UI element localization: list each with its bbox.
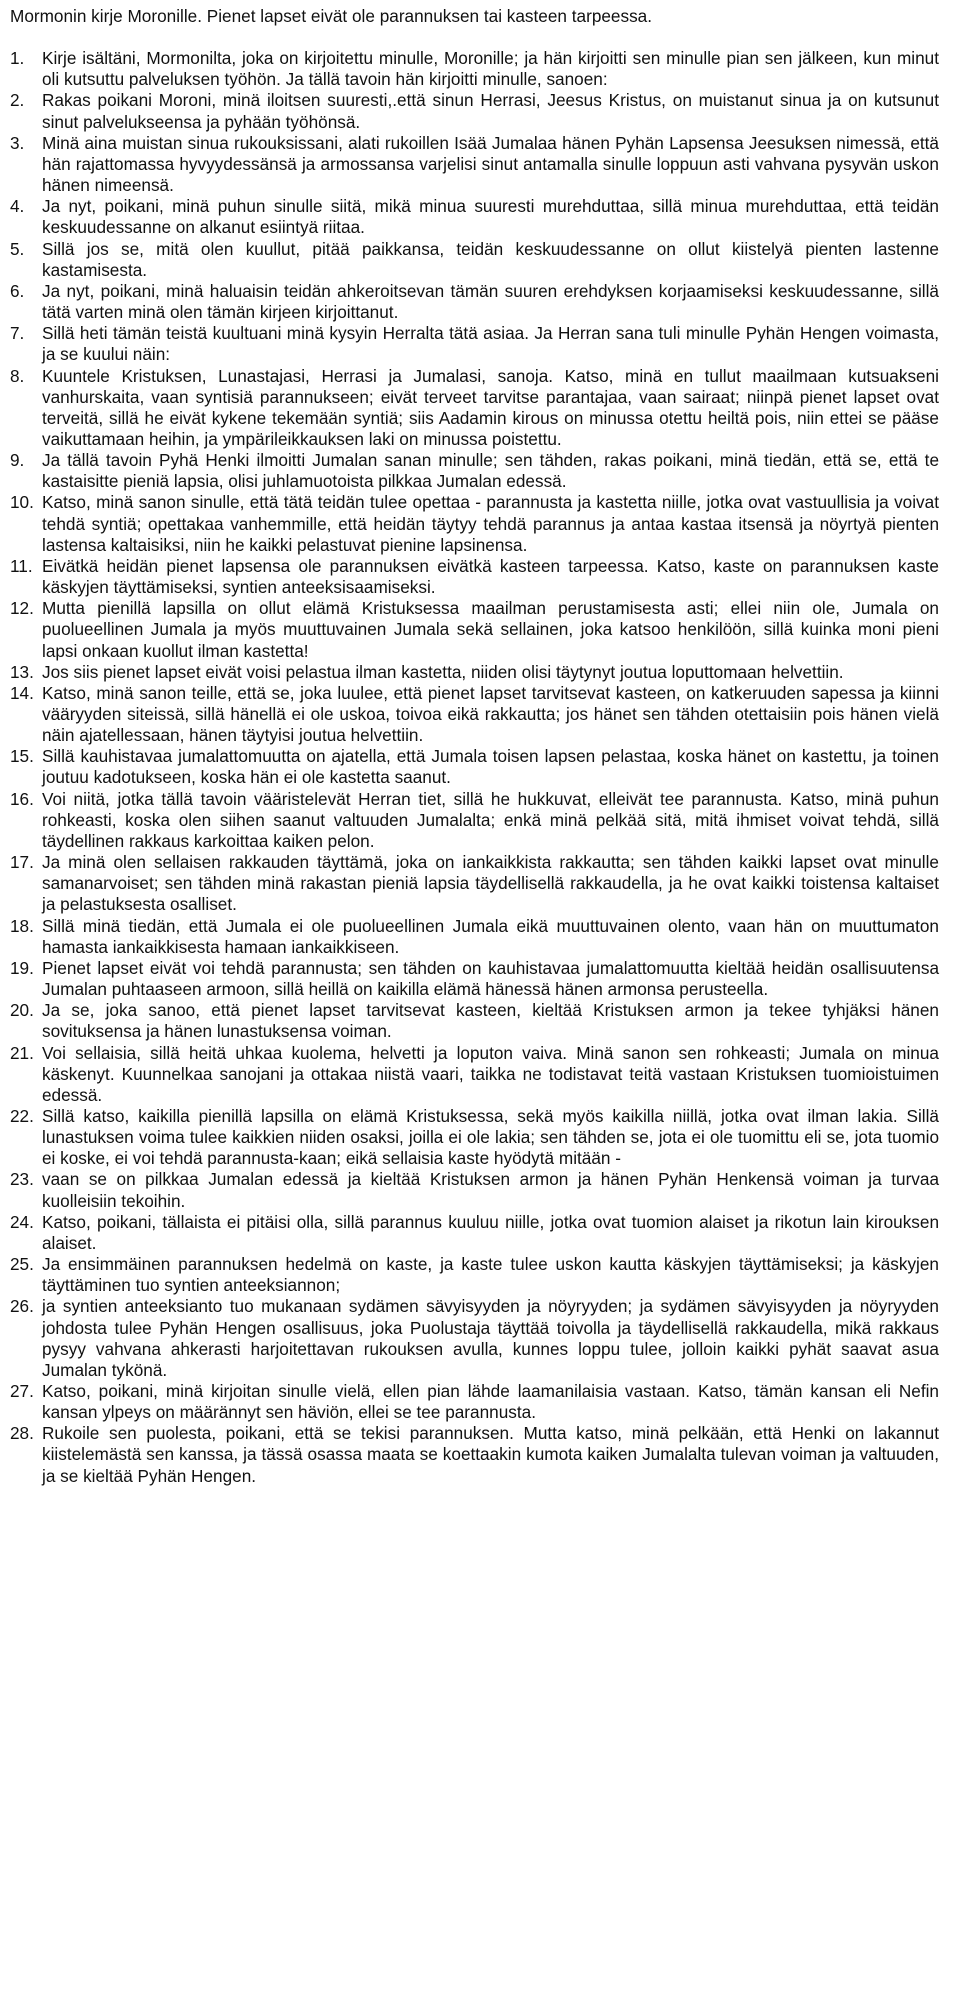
verse-number: 8. bbox=[10, 365, 25, 386]
verse-item bbox=[0, 1106, 960, 1169]
verse-text: Sillä katso, kaikilla pienillä lapsilla on elämä Kristuksessa, sekä myös kaikilla niillä, jotka ovat ilman lakia. Sillä lunastuksen voima tulee kaikkien niiden osaksi, joilla ei ole lakia; sen tähden se, jota ei ole tuomittu eli se, jota tuomio ei koske, ei voi tehdä parannusta-kaan; eikä sellaisia kaste hyödytä mitään - bbox=[42, 1105, 939, 1169]
verse-item bbox=[0, 492, 960, 555]
verse-text: Sillä jos se, mitä olen kuullut, pitää paikkansa, teidän keskuudessanne on ollut kiistelyä pienten lastenne kastamisesta. bbox=[42, 238, 939, 280]
verse-number: 9. bbox=[10, 450, 25, 471]
verse-item bbox=[0, 683, 960, 746]
verse-number: 17. bbox=[10, 852, 34, 873]
verse-number: 11. bbox=[10, 555, 33, 576]
verse-text: ja syntien anteeksianto tuo mukanaan sydämen sävyisyyden ja nöyryyden; ja sydämen sävyisyyden ja nöyryyden johdosta tulee Pyhän Hengen osallisuus, joka Puolustaja täyttää toivolla ja täydellisellä rakkaudella, mikä rakkaus pysyy vahvana ahkerasti harjoitettavan rukouksen avulla, kunnes loppu tulee, jolloin kaikki pyhät saavat asua Jumalan tykönä. bbox=[42, 1296, 939, 1380]
verse-number: 3. bbox=[10, 132, 25, 153]
verse-item bbox=[0, 1169, 960, 1211]
verse-text: Sillä minä tiedän, että Jumala ei ole puolueellinen Jumala eikä muuttuvainen olento, vaan hän on muuttumaton hamasta iankaikkisesta hamaan iankaikkiseen. bbox=[42, 915, 939, 957]
verse-item bbox=[0, 746, 960, 788]
verse-text: Eivätkä heidän pienet lapsensa ole parannuksen eivätkä kasteen tarpeessa. Katso, kaste on parannuksen kaste käskyjen täyttämiseksi, syntien anteeksisaamiseksi. bbox=[42, 555, 939, 598]
verse-item bbox=[0, 916, 960, 958]
verse-text: Rakas poikani Moroni, minä iloitsen suuresti,.että sinun Herrasi, Jeesus Kristus, on muistanut sinua ja on kutsunut sinut palvelukseensa ja pyhään työhönsä. bbox=[42, 90, 939, 132]
verse-text: Kuuntele Kristuksen, Lunastajasi, Herrasi ja Jumalasi, sanoja. Katso, minä en tullut maailmaan kutsuakseni vanhurskaita, vaan syntisiä parannukseen; eivät terveet tarvitse parantajaa, vaan sairaat; niinpä pienet lapset ovat terveitä, sillä he eivät kykene tekemään syntiä; siis Aadamin kirous on minussa otettu heiltä pois, niin ettei se pääse vaikuttamaan heihin, ja ympärileikkauksen laki on minussa poistettu. bbox=[42, 365, 939, 449]
verse-item bbox=[0, 1423, 960, 1486]
verse-text: Ja minä olen sellaisen rakkauden täyttämä, joka on iankaikkista rakkautta; sen tähden kaikki lapset ovat minulle samanarvoiset; sen tähden minä rakastan pieniä lapsia täydellisellä rakkaudella, ja he ovat kaikki toistensa kaltaiset ja pelastuksesta osalliset. bbox=[42, 852, 939, 915]
verse-number: 23. bbox=[10, 1169, 34, 1190]
verse-number: 21. bbox=[10, 1042, 34, 1063]
verse-text: Ja se, joka sanoo, että pienet lapset tarvitsevat kasteen, kieltää Kristuksen armon ja tekee tyhjäksi hänen sovituksensa ja hänen lunastuksensa voiman. bbox=[42, 1000, 939, 1042]
verse-number: 22. bbox=[10, 1105, 34, 1126]
verse-number: 19. bbox=[10, 957, 34, 978]
document-title: Mormonin kirje Moronille. Pienet lapset eivät ole parannuksen tai kasteen tarpeessa. bbox=[10, 6, 653, 26]
verse-number: 28. bbox=[10, 1423, 34, 1444]
verse-number: 2. bbox=[10, 90, 25, 111]
verse-item bbox=[0, 90, 960, 132]
verse-number: 26. bbox=[10, 1296, 34, 1317]
verse-text: Jos siis pienet lapset eivät voisi pelastua ilman kastetta, niiden olisi täytynyt joutua loputtomaan helvettiin. bbox=[42, 661, 844, 682]
verse-item bbox=[0, 1043, 960, 1106]
verse-item bbox=[0, 1296, 960, 1381]
verse-number: 12. bbox=[10, 598, 34, 619]
verse-number: 16. bbox=[10, 788, 34, 809]
verse-text: Katso, poikani, minä kirjoitan sinulle vielä, ellen pian lähde laamanilaisia vastaan. Katso, tämän kansan eli Nefin kansan ylpeys on määrännyt sen häviön, ellei se tee parannusta. bbox=[42, 1381, 939, 1423]
verse-item bbox=[0, 1381, 960, 1423]
verse-item bbox=[0, 196, 960, 238]
verse-text: Katso, poikani, tällaista ei pitäisi olla, sillä parannus kuuluu niille, jotka ovat tuomion alaiset ja rikotun lain kirouksen alaiset. bbox=[42, 1211, 939, 1253]
verse-text: Voi niitä, jotka tällä tavoin vääristelevät Herran tiet, sillä he hukkuvat, elleivät tee parannusta. Katso, minä puhun rohkeasti, koska olen siihen saanut valtuuden Jumalalta; enkä minä pelkää sitä, mitä ihmiset voivat tehdä, sillä täydellinen rakkaus karkoittaa kaiken pelon. bbox=[42, 788, 939, 851]
verse-number: 6. bbox=[10, 280, 25, 301]
verse-text: Ja tällä tavoin Pyhä Henki ilmoitti Jumalan sanan minulle; sen tähden, rakas poikani, minä tiedän, että se, että te kastaisitte pieniä lapsia, olisi juhlamuotoista pilkkaa Jumalan edessä. bbox=[42, 450, 939, 492]
verse-text: Sillä kauhistavaa jumalattomuutta on ajatella, että Jumala toisen lapsen pelastaa, koska hänet on kastettu, ja toinen joutuu kadotukseen, koska hän ei ole kastetta saanut. bbox=[42, 746, 939, 788]
verse-item bbox=[0, 133, 960, 196]
verse-item bbox=[0, 789, 960, 852]
verse-item bbox=[0, 239, 960, 281]
verse-item bbox=[0, 366, 960, 451]
verse-number: 10. bbox=[10, 492, 34, 513]
verse-list bbox=[0, 48, 960, 1487]
verse-number: 14. bbox=[10, 682, 34, 703]
verse-text: Ja nyt, poikani, minä puhun sinulle siitä, mikä minua suuresti murehduttaa, sillä minua murehduttaa, että teidän keskuudessanne on alkanut esiintyä riitaa. bbox=[42, 196, 939, 238]
verse-number: 1. bbox=[10, 48, 25, 69]
verse-number: 20. bbox=[10, 1000, 34, 1021]
verse-number: 4. bbox=[10, 196, 25, 217]
verse-text: Katso, minä sanon sinulle, että tätä teidän tulee opettaa - parannusta ja kastetta niille, jotka ovat vastuullisia ja voivat tehdä syntiä; opettakaa vanhemmille, että heidän täytyy tehdä parannus ja antaa kastaa itsensä ja nöyrtyä pienten lastensa kaltaisiksi, niin he kaikki pelastuvat pienine lapsinensa. bbox=[42, 492, 939, 555]
verse-text: Ja nyt, poikani, minä haluaisin teidän ahkeroitsevan tämän suuren erehdyksen korjaamiseksi keskuudessanne, sillä tätä varten minä olen tämän kirjeen kirjoittanut. bbox=[42, 280, 939, 323]
verse-text: Mutta pienillä lapsilla on ollut elämä Kristuksessa maailman perustamisesta asti; ellei niin ole, Jumala on puolueellinen Jumala ja myös muuttuvainen Jumala sekä sellainen, joka katsoo henkilöön, sillä kuinka moni pieni lapsi onkaan kuollut ilman kastetta! bbox=[42, 598, 939, 661]
verse-number: 24. bbox=[10, 1211, 34, 1232]
verse-number: 27. bbox=[10, 1381, 34, 1401]
verse-number: 5. bbox=[10, 238, 25, 259]
verse-item bbox=[0, 662, 960, 683]
verse-item bbox=[0, 1254, 960, 1296]
verse-item bbox=[0, 598, 960, 661]
verse-text: Ja ensimmäinen parannuksen hedelmä on kaste, ja kaste tulee uskon kautta käskyjen täyttämiseksi; ja käskyjen täyttäminen tuo syntien anteeksiannon; bbox=[42, 1254, 939, 1296]
verse-number: 25. bbox=[10, 1254, 34, 1275]
verse-number: 7. bbox=[10, 323, 25, 344]
verse-text: Katso, minä sanon teille, että se, joka luulee, että pienet lapset tarvitsevat kasteen, on katkeruuden sapessa ja kiinni vääryyden siteissä, sillä hänellä ei ole uskoa, toivoa eikä rakkautta; jos hänet sen tähden otettaisiin pois hänen vielä näin ajatellessaan, hänen täytyisi joutua helvettiin. bbox=[42, 682, 939, 746]
verse-item bbox=[0, 48, 960, 90]
verse-text: Rukoile sen puolesta, poikani, että se tekisi parannuksen. Mutta katso, minä pelkään, että Henki on lakannut kiistelemästä sen kanssa, ja tässä osassa maata se koettaakin kumota kaiken Jumalalta tulevan voiman ja valtuuden, ja se kieltää Pyhän Hengen. bbox=[42, 1423, 939, 1486]
verse-item bbox=[0, 323, 960, 365]
verse-text: Pienet lapset eivät voi tehdä parannusta; sen tähden on kauhistavaa jumalattomuutta kieltää heidän osallisuutensa Jumalan puhtaaseen armoon, sillä heillä on kaikilla elämä hänessä hänen armonsa perusteella. bbox=[42, 957, 939, 1000]
verse-number: 18. bbox=[10, 915, 34, 936]
verse-number: 15. bbox=[10, 746, 34, 767]
verse-item bbox=[0, 1000, 960, 1042]
verse-text: Kirje isältäni, Mormonilta, joka on kirjoitettu minulle, Moronille; ja hän kirjoitti sen minulle pian sen jälkeen, kun minut oli kutsuttu palveluksen työhön. Ja tällä tavoin hän kirjoitti minulle, sanoen: bbox=[42, 48, 939, 90]
verse-text: vaan se on pilkkaa Jumalan edessä ja kieltää Kristuksen armon ja hänen Pyhän Henkensä voiman ja turvaa kuolleisiin tekoihin. bbox=[42, 1169, 939, 1211]
verse-item bbox=[0, 1212, 960, 1254]
verse-text: Minä aina muistan sinua rukouksissani, alati rukoillen Isää Jumalaa hänen Pyhän Lapsensa Jeesuksen nimessä, että hän rajattomassa hyvyydessänsä ja armossansa varjelisi sinut antamalla sinulle loppuun asti vahvana pysyvän uskon hänen nimeensä. bbox=[42, 132, 939, 196]
verse-item bbox=[0, 450, 960, 492]
verse-item bbox=[0, 556, 960, 598]
verse-text: Voi sellaisia, sillä heitä uhkaa kuolema, helvetti ja loputon vaiva. Minä sanon sen rohkeasti; Jumala on minua käskenyt. Kuunnelkaa sanojani ja ottakaa niistä vaari, taikka ne todistavat teitä vastaan Kristuksen tuomioistuimen edessä. bbox=[42, 1042, 939, 1105]
verse-text: Sillä heti tämän teistä kuultuani minä kysyin Herralta tätä asiaa. Ja Herran sana tuli minulle Pyhän Hengen voimasta, ja se kuului näin: bbox=[42, 323, 939, 365]
verse-number: 13. bbox=[10, 661, 34, 682]
verse-item bbox=[0, 281, 960, 323]
verse-item bbox=[0, 852, 960, 915]
verse-item bbox=[0, 958, 960, 1000]
